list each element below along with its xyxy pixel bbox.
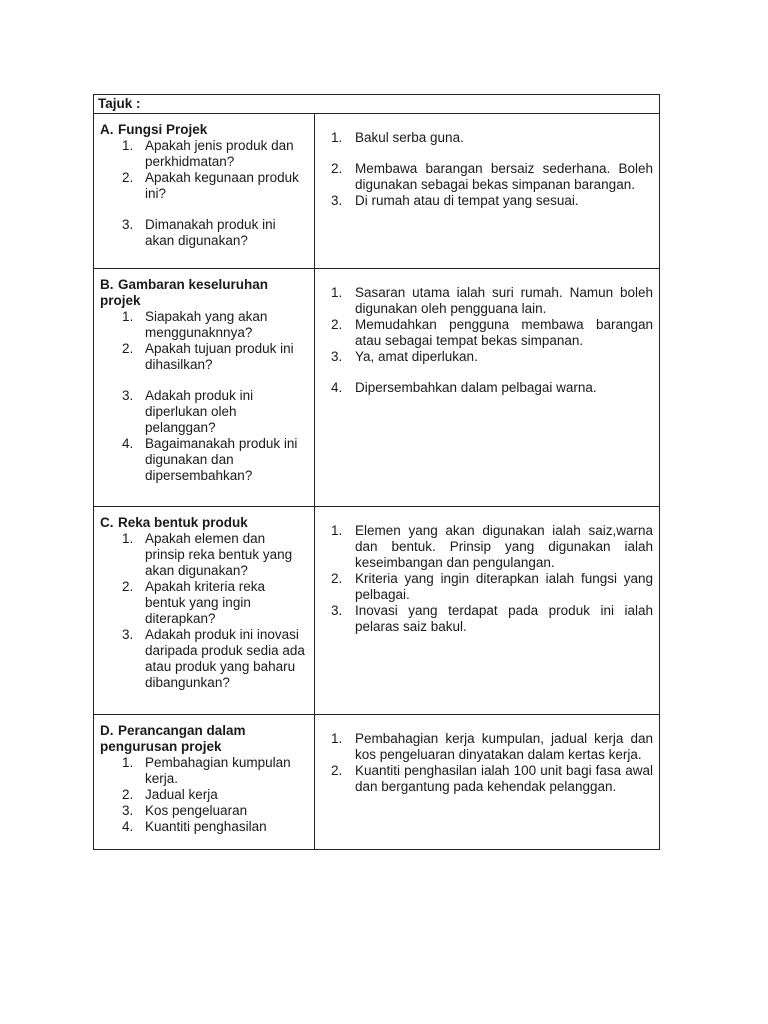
section-b-answers [315,269,660,507]
list-item: 1. Bakul serba guna. [331,130,464,145]
project-table [93,94,660,850]
list-item: 2. Membawa barangan bersaiz sederhana. Boleh digunakan sebagai bekas simpanan barangan. [331,161,654,192]
list-item: 1. Pembahagian kerja kumpulan, jadual kerja dan kos pengeluaran dinyatakan dalam kertas kerja. [331,731,654,762]
section-d-title: D. Perancangan dalam pengurusan projek [100,723,246,754]
list-item: 2. Kriteria yang ingin diterapkan ialah fungsi yang pelbagai. [331,571,654,602]
list-item: 2. Kuantiti penghasilan ialah 100 unit bagi fasa awal dan bergantung pada kehendak pelanggan. [331,763,654,794]
list-item: 3. Dimanakah produk ini akan digunakan? [122,217,276,248]
list-item: 2. Apakah kriteria reka bentuk yang ingin diterapkan? [122,579,266,626]
section-d-answers [315,715,660,850]
list-item: 2. Apakah kegunaan produk ini? [122,170,299,201]
list-item: 3. Ya, amat diperlukan. [331,349,478,364]
section-b-title: B. Gambaran keseluruhan projek [100,277,269,308]
section-row-a [94,114,660,269]
list-item: 1. Sasaran utama ialah suri rumah. Namun boleh digunakan oleh pengguana lain. [331,285,654,316]
list-item: 4. Bagaimanakah produk ini digunakan dan dipersembahkan? [122,436,298,483]
question-list [100,138,308,249]
question-list [100,309,308,484]
section-c-title: C. Reka bentuk produk [100,515,248,530]
section-row-d [94,715,660,850]
answer-list [331,523,653,635]
list-item: 2. Jadual kerja [122,787,218,802]
list-item: 3. Kos pengeluaran [122,803,248,818]
list-item: 3. Adakah produk ini diperlukan oleh pelanggan? [122,388,254,435]
list-item: 1. Pembahagian kumpulan kerja. [122,755,291,786]
section-c-questions [94,507,315,715]
list-item: 4. Kuantiti penghasilan [122,819,267,834]
section-b-questions [94,269,315,507]
section-d-questions [94,715,315,850]
table-title: Tajuk : [94,95,660,114]
answer-list [331,130,653,209]
list-item: 3. Di rumah atau di tempat yang sesuai. [331,193,579,208]
list-item: 3. Inovasi yang terdapat pada produk ini ialah pelaras saiz bakul. [331,603,654,634]
list-item: 2. Memudahkan pengguna membawa barangan atau sebagai tempat bekas simpanan. [331,317,654,348]
list-item: 1. Apakah jenis produk dan perkhidmatan? [122,138,294,169]
header-row [94,95,660,114]
question-list [100,531,308,691]
list-item: 3. Adakah produk ini inovasi daripada produk sedia ada atau produk yang baharu dibangunkan? [122,627,305,690]
list-item: 4. Dipersembahkan dalam pelbagai warna. [331,380,597,395]
list-item: 1. Siapakah yang akan menggunaknnya? [122,309,268,340]
list-item: 2. Apakah tujuan produk ini dihasilkan? [122,341,294,372]
list-item: 1. Elemen yang akan digunakan ialah saiz,warna dan bentuk. Prinsip yang digunakan ialah keseimbangan dan pengulangan. [331,523,654,570]
section-a-title: A. Fungsi Projek [100,122,208,137]
list-item: 1. Apakah elemen dan prinsip reka bentuk yang akan digunakan? [122,531,293,578]
section-row-c [94,507,660,715]
answer-list [331,731,653,795]
section-row-b [94,269,660,507]
answer-list [331,285,653,396]
section-a-answers [315,114,660,269]
section-c-answers [315,507,660,715]
section-a-questions [94,114,315,269]
question-list [100,755,308,835]
